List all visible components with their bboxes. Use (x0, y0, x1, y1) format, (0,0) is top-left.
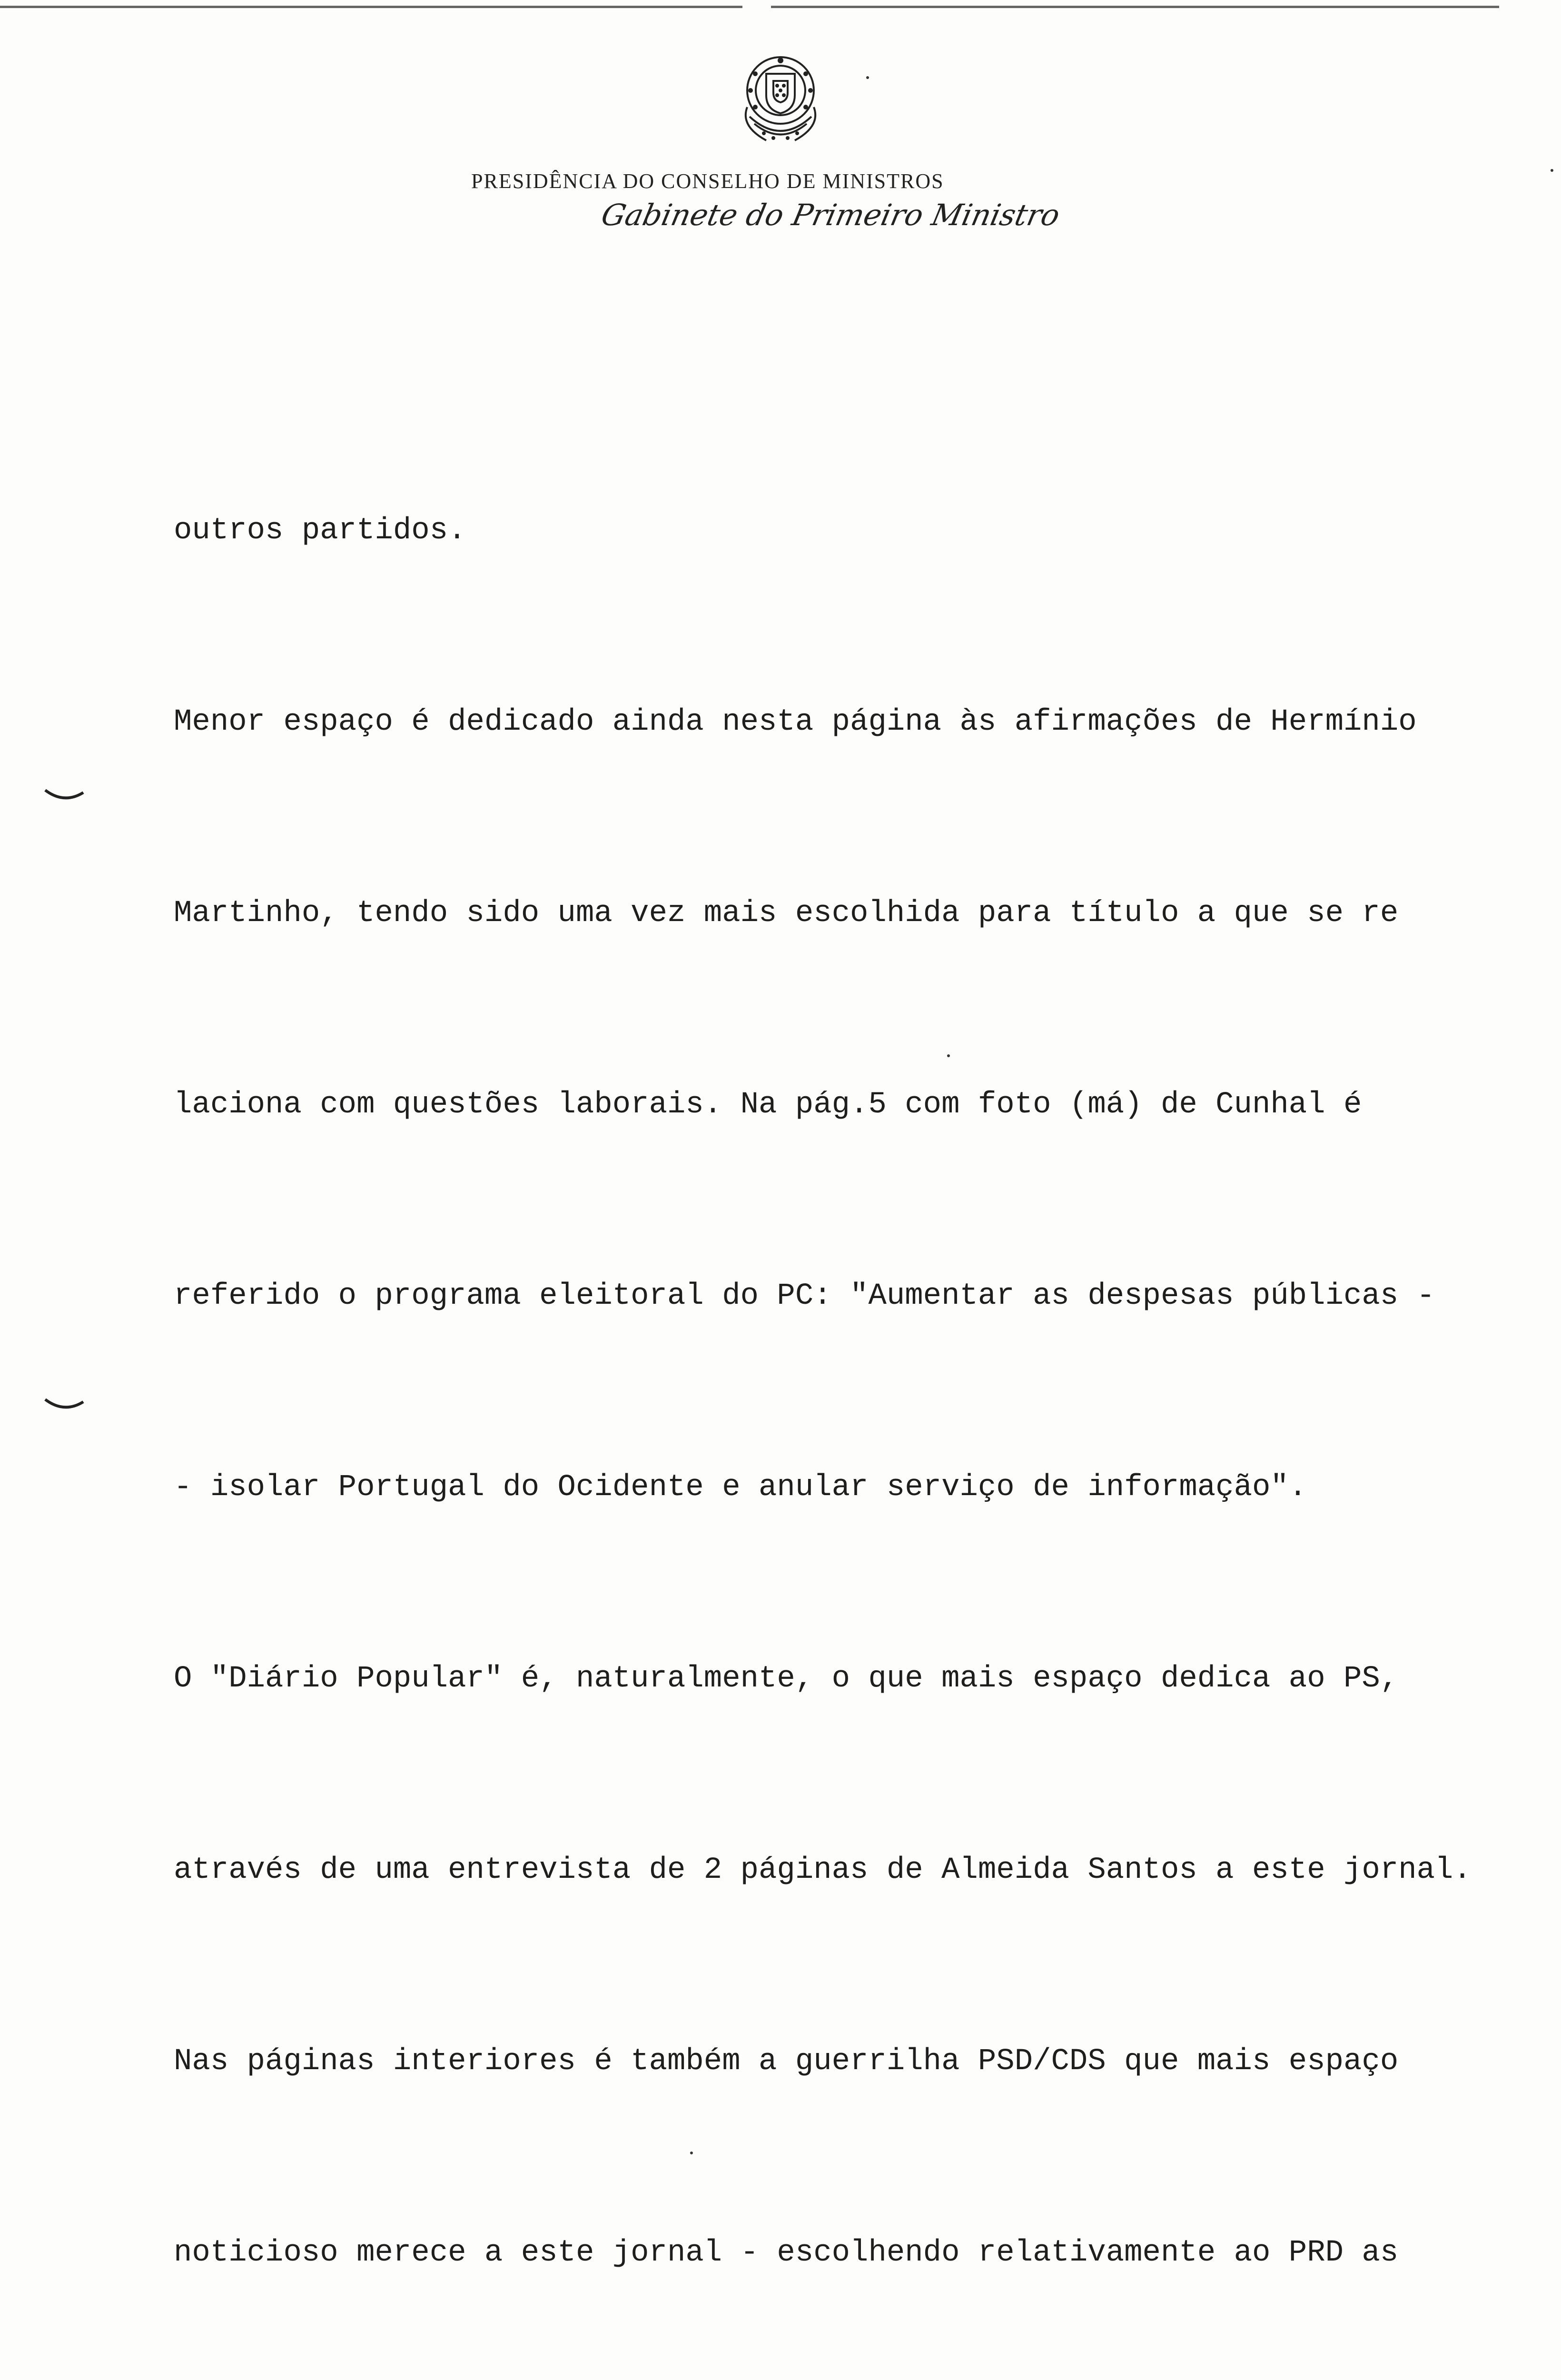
memo-body (174, 371, 1554, 2380)
body-line: referido o programa eleitoral do PC: "Aumentar as despesas públicas - (174, 1279, 1435, 1313)
body-line: através de uma entrevista de 2 páginas de Almeida Santos a este jornal. (174, 1853, 1472, 1887)
margin-punch-mark (43, 1397, 86, 1411)
body-line: Menor espaço é dedicado ainda nesta página às afirmações de Hermínio (174, 705, 1417, 739)
coat-of-arms-seal-icon (721, 40, 840, 155)
top-edge-line (771, 6, 1499, 8)
body-line: Martinho, tendo sido uma vez mais escolhida para título a que se re (174, 896, 1399, 931)
body-line: O "Diário Popular" é, naturalmente, o que mais espaço dedica ao PS, (174, 1662, 1399, 1696)
ink-speck (866, 76, 869, 79)
body-line: noticioso merece a este jornal - escolhendo relativamente ao PRD as (174, 2236, 1399, 2270)
ink-speck (1551, 169, 1553, 172)
body-line: outros partidos. (174, 514, 466, 548)
top-edge-line (0, 6, 742, 8)
body-line: - isolar Portugal do Ocidente e anular serviço de informação". (174, 1470, 1307, 1505)
body-line: laciona com questões laborais. Na pág.5 com foto (má) de Cunhal é (174, 1088, 1362, 1122)
margin-punch-mark (43, 788, 86, 802)
office-signature-heading: Gabinete do Primeiro Ministro (598, 198, 1063, 232)
body-line: Nas páginas interiores é também a guerrilha PSD/CDS que mais espaço (174, 2044, 1399, 2079)
institution-heading: PRESIDÊNCIA DO CONSELHO DE MINISTROS (471, 169, 944, 193)
